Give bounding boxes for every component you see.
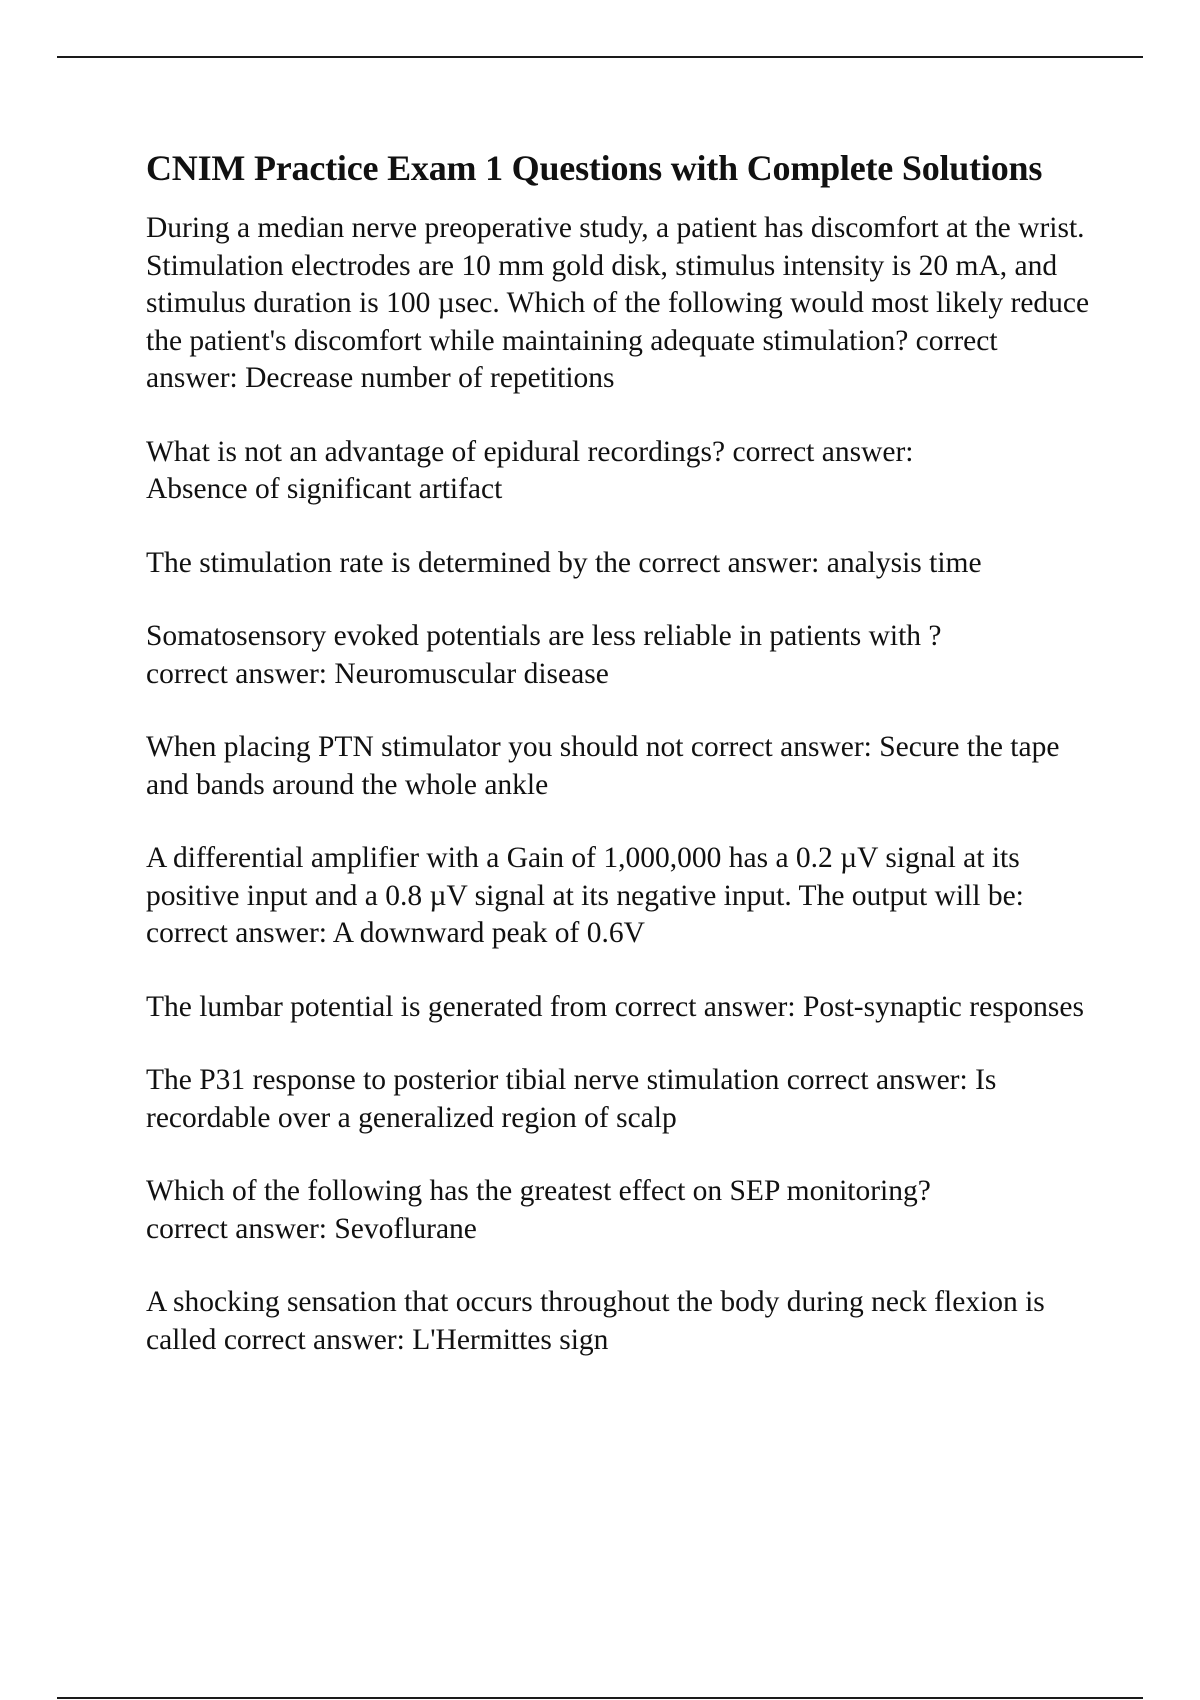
qa-item [146, 989, 1092, 1027]
qa-item [146, 1062, 1092, 1137]
answer-prefix: correct answer: [690, 731, 872, 763]
answer-prefix: correct answer: [223, 1323, 405, 1356]
qa-item [146, 545, 1092, 583]
answer-prefix: correct answer: [732, 435, 914, 468]
answer-prefix: correct answer: [146, 1212, 327, 1245]
answer-prefix: correct answer: [614, 990, 796, 1023]
answer-prefix: correct answer: [146, 657, 327, 690]
question-text: Somatosensory evoked potentials are less reliable in patients with ? [146, 620, 942, 652]
qa-item [146, 1173, 1092, 1248]
question-text: Which of the following has the greatest effect on SEP monitoring? [146, 1175, 931, 1207]
question-text: A shocking sensation that occurs throughout the body during neck flexion is called [146, 1286, 1045, 1356]
answer-text: Post-synaptic responses [802, 990, 1084, 1023]
question-text: What is not an advantage of epidural recordings? [146, 435, 726, 468]
qa-item [146, 1284, 1092, 1359]
qa-list [146, 210, 1092, 1359]
bottom-rule [57, 1697, 1143, 1699]
document-page [146, 148, 1092, 1395]
qa-item [146, 618, 1092, 693]
answer-text: L'Hermittes sign [412, 1323, 609, 1356]
question-text: When placing PTN stimulator you should not [146, 731, 684, 763]
answer-text: analysis time [826, 546, 982, 579]
document-title: CNIM Practice Exam 1 Questions with Complete Solutions [146, 148, 1043, 188]
answer-text: Sevoflurane [334, 1212, 477, 1245]
question-text: The lumbar potential is generated from [146, 990, 608, 1023]
answer-text: Neuromuscular disease [334, 657, 609, 690]
qa-item [146, 729, 1092, 804]
question-text: A differential amplifier with a Gain of 1,000,000 has a 0.2 µV signal at its positive input and a 0.8 µV signal at its negative input. The output will be: [146, 842, 1024, 912]
qa-item [146, 210, 1092, 398]
answer-text: Absence of significant artifact [146, 473, 503, 505]
question-text: The stimulation rate is determined by the [146, 546, 631, 579]
answer-text: Secure the tape and bands around the whole ankle [146, 731, 1060, 801]
answer-prefix: correct answer: [786, 1064, 968, 1096]
question-text: The P31 response to posterior tibial nerve stimulation [146, 1064, 780, 1096]
qa-item [146, 434, 1092, 509]
answer-prefix: correct answer: [146, 324, 998, 394]
top-rule [57, 56, 1143, 58]
qa-item [146, 840, 1092, 953]
question-text: During a median nerve preoperative study, a patient has discomfort at the wrist. Stimulation electrodes are 10 mm gold disk, stimulus intensity is 20 mA, and stimulus duration is 100 µsec. Which of the following would most likely reduce the patient's discomfort while maintaining adequate stimulation? [146, 212, 1090, 357]
answer-text: Is recordable over a generalized region of scalp [146, 1064, 997, 1134]
answer-text: Decrease number of repetitions [245, 362, 615, 394]
answer-prefix: correct answer: [638, 546, 820, 579]
answer-text: A downward peak of 0.6V [332, 917, 645, 949]
answer-prefix: correct answer: [146, 917, 327, 949]
